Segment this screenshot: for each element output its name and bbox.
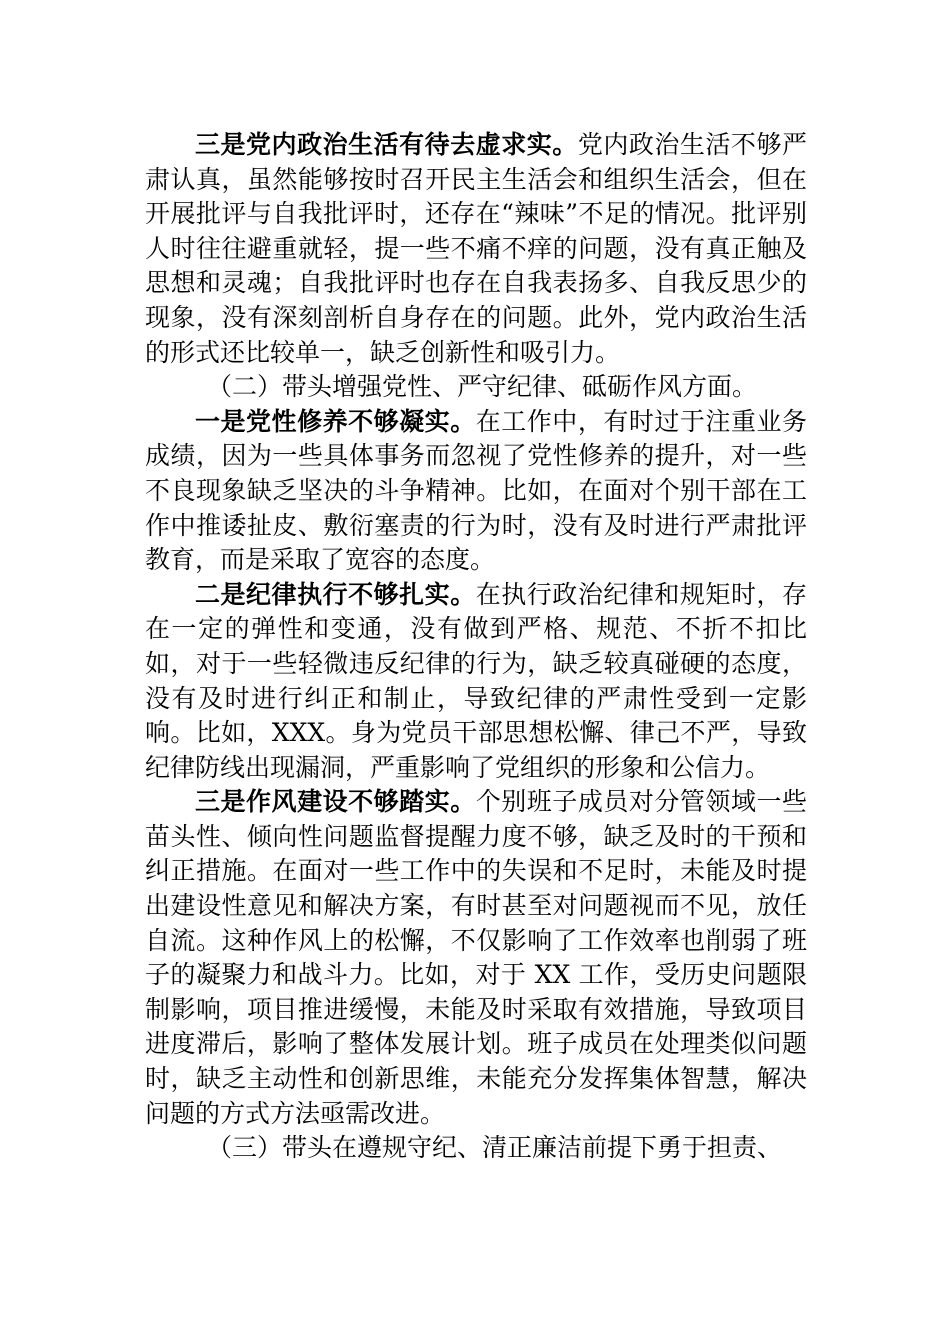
paragraph-discipline bbox=[145, 578, 807, 786]
paragraph-lead: 三是作风建设不够踏实。 bbox=[195, 787, 476, 817]
paragraph-work-style bbox=[145, 785, 807, 1131]
paragraph-text: 在执行政治纪律和规矩时，存在一定的弹性和变通，没有做到严格、规范、不折不扣比如，对于一些轻微违反纪律的行为，缺乏较真碰硬的态度，没有及时进行纠正和制止，导致纪律的严肃性受到一定影响。比如，XXX。身为党员干部思想松懈、律己不严，导致纪律防线出现漏洞，严重影响了党组织的形象和公信力。 bbox=[145, 579, 807, 782]
section-heading-3: （三）带头在遵规守纪、清正廉洁前提下勇于担责、 bbox=[207, 1133, 783, 1163]
paragraph-text: 个别班子成员对分管领域一些苗头性、倾向性问题监督提醒力度不够，缺乏及时的干预和纠正措施。在面对一些工作中的失误和不足时，未能及时提出建设性意见和解决方案，有时甚至对问题视而不见，放任自流。这种作风上的松懈，不仅影响了工作效率也削弱了班子的凝聚力和战斗力。比如，对于 XX 工作，受历史问题限制影响，项目推进缓慢，未能及时采取有效措施，导致项目进度滞后，影响了整体发展计划。班子成员在处理类似问题时，缺乏主动性和创新思维，未能充分发挥集体智慧，解决问题的方式方法亟需改进。 bbox=[145, 787, 807, 1128]
paragraph-lead: 二是纪律执行不够扎实。 bbox=[195, 579, 476, 609]
section-heading-2: （二）带头增强党性、严守纪律、砥砺作风方面。 bbox=[207, 372, 758, 402]
paragraph-party-spirit bbox=[145, 405, 807, 578]
paragraph-text: 党内政治生活不够严肃认真，虽然能够按时召开民主生活会和组织生活会，但在开展批评与自我批评时，还存在“辣味”不足的情况。批评别人时往往避重就轻，提一些不痛不痒的问题，没有真正触及思想和灵魂；自我批评时也存在自我表扬多、自我反思少的现象，没有深刻剖析自身存在的问题。此外，党内政治生活的形式还比较单一，缺乏创新性和吸引力。 bbox=[145, 130, 807, 367]
paragraph-lead: 三是党内政治生活有待去虚求实。 bbox=[195, 130, 578, 159]
paragraph-text: 在工作中，有时过于注重业务成绩，因为一些具体事务而忽视了党性修养的提升，对一些不良现象缺乏坚决的斗争精神。比如，在面对个别干部在工作中推诿扯皮、敷衍塞责的行为时，没有及时进行严肃批评教育，而是采取了宽容的态度。 bbox=[145, 406, 807, 575]
document-body bbox=[145, 128, 807, 1166]
paragraph-party-political-life bbox=[145, 128, 807, 370]
paragraph-lead: 一是党性修养不够凝实。 bbox=[195, 406, 476, 436]
